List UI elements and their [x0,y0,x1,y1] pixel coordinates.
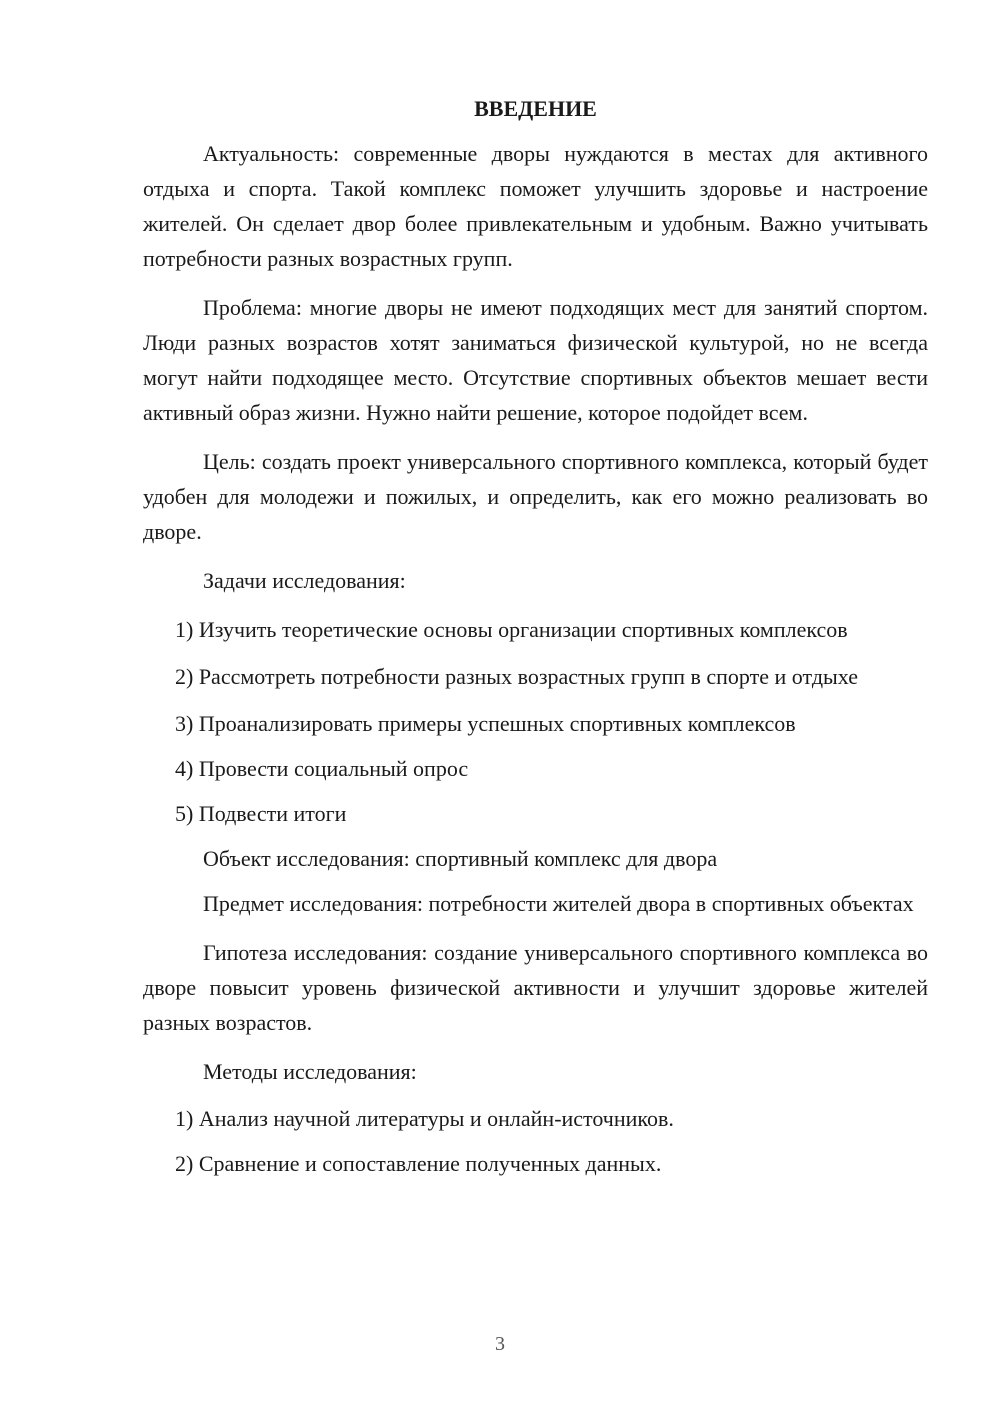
tasks-heading: Задачи исследования: [203,568,406,593]
task-item-2: 2) Рассмотреть потребности разных возрастных групп в спорте и отдыхе [175,664,859,689]
subject-paragraph: Предмет исследования: потребности жителей двора в спортивных объектах [203,891,914,916]
methods-heading: Методы исследования: [203,1059,417,1084]
task-item-3: 3) Проанализировать примеры успешных спортивных комплексов [175,711,796,736]
task-item-4: 4) Провести социальный опрос [175,756,469,781]
method-item-1: 1) Анализ научной литературы и онлайн-источников. [175,1106,674,1131]
method-item-2: 2) Сравнение и сопоставление полученных данных. [175,1151,662,1176]
task-item-5: 5) Подвести итоги [175,801,347,826]
relevance-paragraph: Актуальность: современные дворы нуждаются в местах для активного отдыха и спорта. Такой комплекс поможет улучшить здоровье и настроение жителей. Он сделает двор более привлекательным и удобным. Важно учитывать потребности разных возрастных групп. [143,141,928,271]
object-paragraph: Объект исследования: спортивный комплекс для двора [203,846,718,871]
page-title: ВВЕДЕНИЕ [474,96,597,121]
page-number: 3 [495,1333,505,1355]
task-item-1: 1) Изучить теоретические основы организации спортивных комплексов [175,617,848,642]
document-page [143,92,928,1181]
goal-paragraph: Цель: создать проект универсального спортивного комплекса, который будет удобен для молодежи и пожилых, и определить, как его можно реализовать во дворе. [143,449,928,544]
hypothesis-paragraph: Гипотеза исследования: создание универсального спортивного комплекса во дворе повысит уровень физической активности и улучшит здоровье жителей разных возрастов. [143,940,928,1035]
problem-paragraph: Проблема: многие дворы не имеют подходящих мест для занятий спортом. Люди разных возрастов хотят заниматься физической культурой, но не всегда могут найти подходящее место. Отсутствие спортивных объектов мешает вести активный образ жизни. Нужно найти решение, которое подойдет всем. [143,295,928,425]
